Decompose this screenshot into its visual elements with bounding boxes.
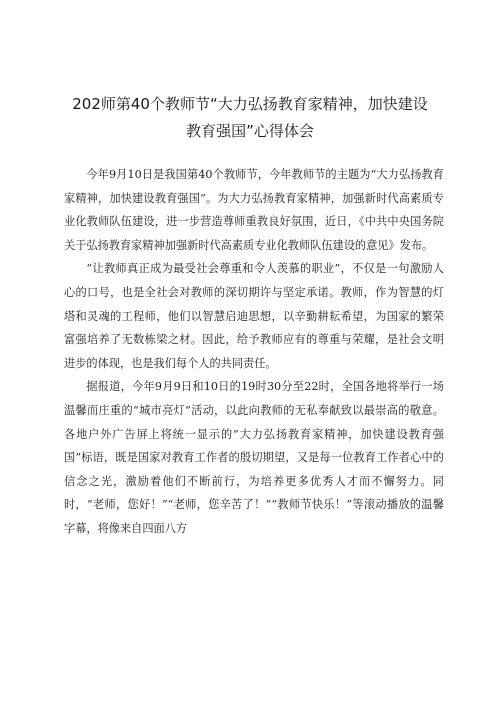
document-body [64, 163, 444, 541]
paragraph-3: 据报道，今年9月9日和10日的19时30分至22时，全国各地将举行一场温馨而庄重的“城市亮灯”活动，以此向教师的无私奉献致以最崇高的敬意。各地户外广告屏上将统一显示的“大力弘扬教育家精神，加快建设教育强国”标语，既是国家对教育工作者的殷切期望，又是每一位教育工作者心中的信念之光，激励着他们不断前行，为培养更多优秀人才而不懈努力。同时，“老师，您好！”“老师，您辛苦了！”“教师节快乐！”等滚动播放的温馨字幕，将像来自四面八方 [64, 380, 444, 535]
document-title-line-1: 202师第40个教师节“大力弘扬教育家精神，加快建设 [72, 95, 428, 113]
document-title-line-2: 教育强国”心得体会 [186, 122, 314, 140]
paragraph-1: 今年9月10日是我国第40个教师节，今年教师节的主题为“大力弘扬教育家精神，加快建设教育强国”。为大力弘扬教育家精神，加强新时代高素质专业化教师队伍建设，进一步营造尊师重教良好氛围，近日，《中共中央国务院关于弘扬教育家精神加强新时代高素质专业化教师队伍建设的意见》发布。 [64, 168, 444, 252]
paragraph-2: “让教师真正成为最受社会尊重和令人羡慕的职业”，不仅是一句激励人心的口号，也是全社会对教师的深切期许与坚定承诺。教师，作为智慧的灯塔和灵魂的工程师，他们以智慧启迪思想，以辛勤耕耘希望，为国家的繁荣富强培养了无数栋梁之材。因此，给予教师应有的尊重与荣耀，是社会文明进步的体现，也是我们每个人的共同责任。 [64, 262, 444, 370]
